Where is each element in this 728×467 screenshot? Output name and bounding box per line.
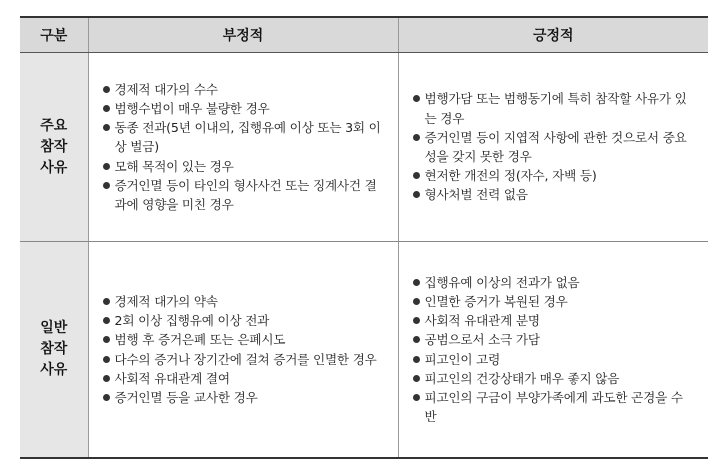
category-line: 참작 xyxy=(40,138,68,155)
major-positive-list xyxy=(399,89,709,204)
list-item: 공범으로서 소극 가담 xyxy=(413,330,695,349)
general-negative-list xyxy=(89,292,398,407)
list-item: 다수의 증거나 장기간에 걸쳐 증거를 인멸한 경우 xyxy=(103,350,384,369)
list-item: 피고인의 구금이 부양가족에게 과도한 곤경을 수반 xyxy=(413,388,695,426)
list-item: 범행수법이 매우 불량한 경우 xyxy=(103,99,384,118)
table-header-row xyxy=(20,17,708,53)
list-item: 사회적 유대관계 분명 xyxy=(413,311,695,330)
general-negative-cell xyxy=(88,242,398,459)
header-positive: 긍정적 xyxy=(398,17,708,53)
list-item: 동종 전과(5년 이내의, 집행유예 이상 또는 3회 이상 벌금) xyxy=(103,118,384,156)
category-major xyxy=(20,53,88,242)
category-line: 주요 xyxy=(40,117,68,134)
sentencing-factors-table-wrap xyxy=(20,16,708,459)
header-negative: 부정적 xyxy=(88,17,398,53)
category-line: 사유 xyxy=(40,362,68,378)
list-item: 피고인이 고령 xyxy=(413,350,695,369)
list-item: 범행 후 증거은폐 또는 은폐시도 xyxy=(103,330,384,349)
major-negative-cell xyxy=(88,53,398,242)
list-item: 형사처벌 전력 없음 xyxy=(413,185,695,204)
list-item: 인멸한 증거가 복원된 경우 xyxy=(413,292,695,311)
category-line: 사유 xyxy=(40,159,68,176)
list-item: 2회 이상 집행유예 이상 전과 xyxy=(103,311,384,330)
list-item: 현저한 개전의 정(자수, 자백 등) xyxy=(413,166,695,185)
major-positive-cell xyxy=(398,53,708,242)
list-item: 범행가담 또는 범행동기에 특히 참작할 사유가 있는 경우 xyxy=(413,89,695,127)
table-row-general-factors xyxy=(20,242,708,459)
list-item: 경제적 대가의 수수 xyxy=(103,80,384,99)
major-negative-list xyxy=(89,80,398,214)
category-line: 일반 xyxy=(40,320,68,336)
category-line: 참작 xyxy=(40,341,68,357)
list-item: 증거인멸 등을 교사한 경우 xyxy=(103,388,384,407)
header-category: 구분 xyxy=(20,17,88,53)
list-item: 증거인멸 등이 타인의 형사사건 또는 징계사건 결과에 영향을 미친 경우 xyxy=(103,176,384,214)
general-positive-list xyxy=(399,273,709,427)
sentencing-factors-table xyxy=(20,16,708,459)
list-item: 모해 목적이 있는 경우 xyxy=(103,157,384,176)
list-item: 피고인의 건강상태가 매우 좋지 않음 xyxy=(413,369,695,388)
list-item: 증거인멸 등이 지엽적 사항에 관한 것으로서 중요성을 갖지 못한 경우 xyxy=(413,128,695,166)
table-row-major-factors xyxy=(20,53,708,242)
list-item: 경제적 대가의 약속 xyxy=(103,292,384,311)
list-item: 사회적 유대관계 결여 xyxy=(103,369,384,388)
list-item: 집행유예 이상의 전과가 없음 xyxy=(413,273,695,292)
category-general xyxy=(20,242,88,459)
general-positive-cell xyxy=(398,242,708,459)
